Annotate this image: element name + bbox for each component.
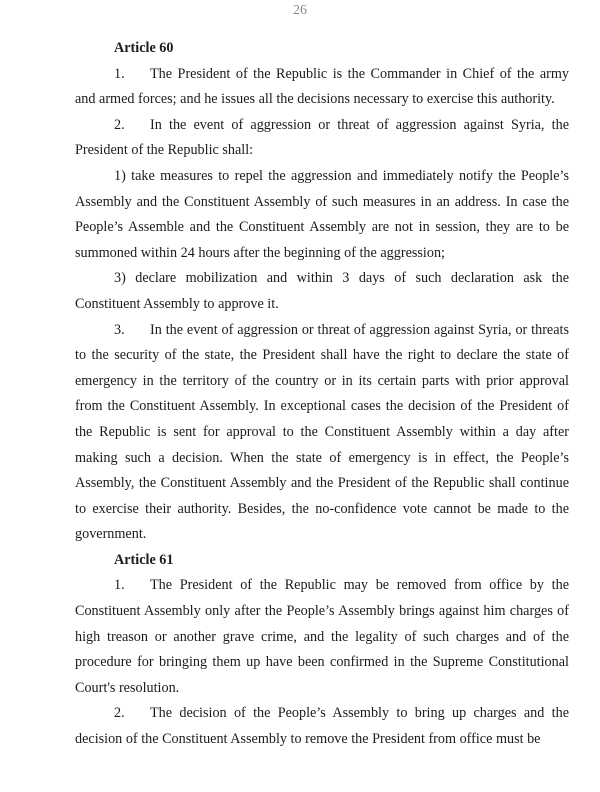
paragraph-text: In the event of aggression or threat of aggression against Syria, the President of the Republic shall: bbox=[75, 116, 569, 159]
paragraph-number: 3. bbox=[114, 321, 125, 338]
paragraph-text: The President of the Republic is the Commander in Chief of the army and armed forces; and he issues all the decisions necessary to exercise this authority. bbox=[75, 65, 569, 108]
article-61-paragraph-2 bbox=[75, 701, 569, 752]
paragraph-text: The President of the Republic may be removed from office by the Constituent Assembly only after the People’s Assembly brings against him charges of high treason or another grave crime, and the legality of such charges and of the procedure for bringing them up have been confirmed in the Supreme Constitutional Court's resolution. bbox=[75, 577, 569, 696]
article-60-item-1: 1) take measures to repel the aggression and immediately notify the People’s Assembly and the Constituent Assembly of such measures in an address. In case the People’s Assemble and the Constituent Assembly are not in session, they are to be summoned within 24 hours after the beginning of the aggression; bbox=[75, 167, 569, 261]
article-60-paragraph-1 bbox=[75, 62, 569, 113]
article-60-item-3: 3) declare mobilization and within 3 days of such declaration ask the Constituent Assembly to approve it. bbox=[75, 270, 569, 312]
page-number: 26 bbox=[293, 3, 307, 18]
document-body bbox=[75, 36, 569, 753]
article-61-paragraph-1 bbox=[75, 573, 569, 701]
article-60-paragraph-2 bbox=[75, 113, 569, 164]
article-61-heading: Article 61 bbox=[114, 551, 174, 568]
paragraph-number: 1. bbox=[114, 65, 125, 82]
paragraph-text: In the event of aggression or threat of aggression against Syria, or threats to the security of the state, the President shall have the right to declare the state of emergency in the territory of the country or in its certain parts with prior approval from the Constituent Assembly. In exceptional cases the decision of the President of the Republic is sent for approval to the Constituent Assembly within a day after making such a decision. When the state of emergency is in effect, the People’s Assembly, the Constituent Assembly and the President of the Republic shall continue to exercise their authority. Besides, the no-confidence vote cannot be made to the government. bbox=[75, 321, 569, 543]
paragraph-number: 1. bbox=[114, 577, 125, 594]
article-60-paragraph-3 bbox=[75, 318, 569, 548]
paragraph-number: 2. bbox=[114, 116, 125, 133]
paragraph-text: The decision of the People’s Assembly to bring up charges and the decision of the Constituent Assembly to remove the President from office must be bbox=[75, 705, 569, 748]
paragraph-number: 2. bbox=[114, 705, 125, 722]
article-60-heading: Article 60 bbox=[114, 40, 174, 56]
